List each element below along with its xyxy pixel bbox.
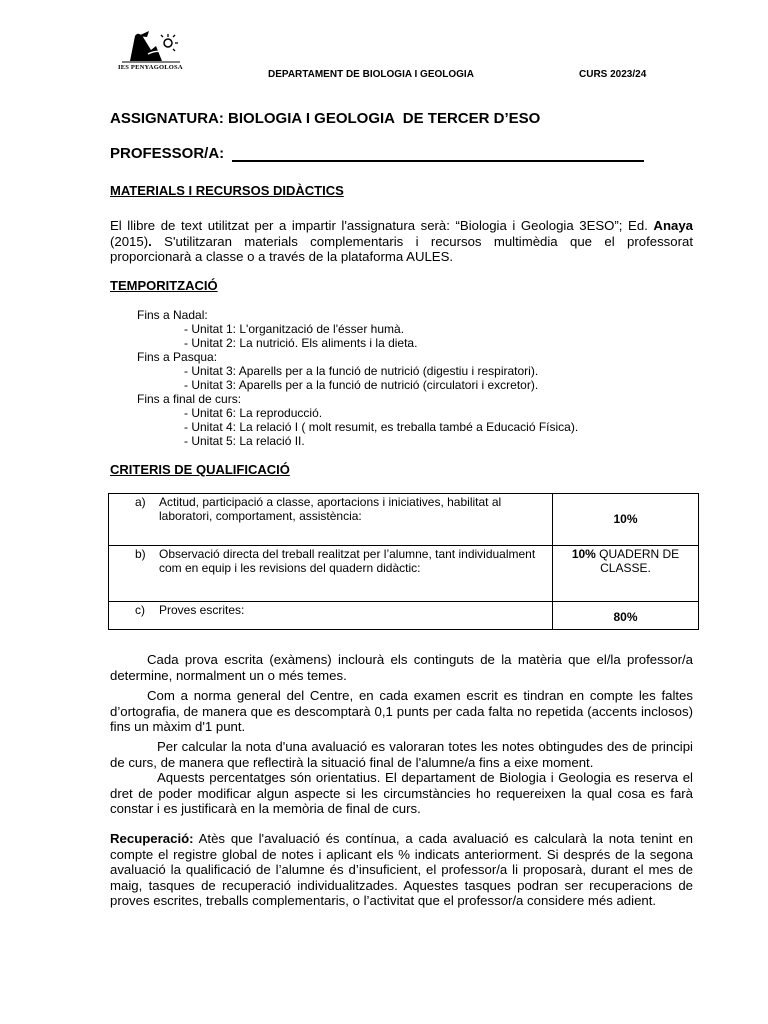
criteria-letter: a) (135, 495, 146, 509)
criteria-table (108, 493, 699, 630)
unit-item: - Unitat 4: La relació I ( molt resumit, es treballa també a Educació Física). (184, 420, 579, 434)
period-label: Fins a final de curs: (137, 392, 242, 406)
criteria-text: Proves escrites: (159, 603, 245, 617)
paragraph-exams: Cada prova escrita (exàmens) inclourà els continguts de la matèria que el/la professor/a determine, normalment un o més temes. (110, 652, 693, 683)
unit-item: - Unitat 1: L'organització de l'ésser humà. (184, 322, 405, 336)
materials-paragraph: El llibre de text utilitzat per a impartir l'assignatura serà: “Biologia i Geologia 3ESO”; Ed. Anaya (2015). S'utilitzaran materials complementaris i recursos multimèdia que el professorat proporcionarà a classe o a través de la plataforma AULES. (110, 218, 694, 264)
department-header: DEPARTAMENT DE BIOLOGIA I GEOLOGIA (268, 69, 474, 80)
materials-year: (2015) (110, 233, 149, 249)
criteria-percent: 80% (613, 610, 638, 624)
criteria-percent: 10% (613, 512, 638, 526)
unit-item: - Unitat 3: Aparells per a la funció de nutrició (digestiu i respiratori). (184, 364, 539, 378)
percent-cell (553, 494, 699, 546)
percent-cell (553, 602, 699, 630)
school-logo (118, 28, 184, 76)
table-row (109, 494, 699, 546)
materials-heading: MATERIALS I RECURSOS DIDÀCTICS (110, 183, 344, 198)
penyagolosa-logo-icon (118, 28, 184, 64)
criteria-letter: c) (135, 603, 145, 617)
unit-item: - Unitat 5: La relació II. (184, 434, 305, 448)
recuperacio-paragraph (110, 831, 693, 909)
paragraph-evaluation: Per calcular la nota d'una avaluació es valoraran totes les notes obtingudes des de principi de curs, de manera que reflectirà la situació final de l'alumne/a fins a eixe moment. (110, 739, 693, 770)
criteria-letter: b) (135, 547, 146, 561)
table-row (109, 546, 699, 602)
materials-publisher: Anaya (653, 218, 694, 233)
percent-cell (553, 546, 699, 602)
table-row (109, 602, 699, 630)
criteria-percent: 10% (571, 547, 596, 561)
criteris-heading: CRITERIS DE QUALIFICACIÓ (110, 462, 290, 477)
criteria-percent-extra: QUADERN DE CLASSE. (595, 547, 680, 575)
professor-blank-line (232, 160, 644, 162)
unit-item: - Unitat 3: Aparells per a la funció de nutrició (circulatori i excretor). (184, 378, 539, 392)
unit-item: - Unitat 2: La nutrició. Els aliments i la dieta. (184, 336, 418, 350)
temporitzacio-heading: TEMPORITZACIÓ (110, 278, 218, 293)
course-year: CURS 2023/24 (579, 69, 647, 80)
recuperacio-label: Recuperació: (110, 831, 194, 846)
criteria-text: Observació directa del treball realitzat per l’alumne, tant individualment com en equip i les revisions del quadern didàctic: (159, 547, 536, 575)
paragraph-percentages: Aquests percentatges són orientatius. El departament de Biologia i Geologia es reserva el dret de poder modificar algun aspecte si les circumstàncies ho requereixen la qual cosa es farà constar i es justificarà en la memòria de final de curs. (110, 770, 693, 816)
materials-text-3: S'utilitzaran materials complementaris i recursos multimèdia que el professorat proporcionarà a classe o a través de la plataforma AULES. (110, 233, 693, 264)
paragraph-spelling: Com a norma general del Centre, en cada examen escrit es tindran en compte les faltes d’ortografia, de manera que es descomptarà 0,1 punts per cada falta no repetida (accents inclosos) fins un màxim d'1 punt. (110, 688, 693, 734)
subject-title: ASSIGNATURA: BIOLOGIA I GEOLOGIA DE TERCER D’ESO (110, 110, 541, 127)
recuperacio-text: Atès que l'avaluació és contínua, a cada avaluació es calcularà la nota tenint en compte el registre global de notes i aplicant els % indicats anteriorment. Si després de la segona avaluació la qualificació de l’alumne és d’insuficient, el professor/a li proposarà, durant el mes de maig, tasques de recuperació individualitzades. Aquestes tasques podran ser recuperacions de proves escrites, treballs complementaris, o l’activitat que el professor/a considere més adient. (110, 831, 693, 908)
professor-label: PROFESSOR/A: (110, 145, 225, 162)
period-label: Fins a Pasqua: (137, 350, 218, 364)
criteria-cell (109, 494, 553, 546)
period-label: Fins a Nadal: (137, 308, 208, 322)
criteria-cell (109, 602, 553, 630)
criteria-cell (109, 546, 553, 602)
unit-item: - Unitat 6: La reproducció. (184, 406, 323, 420)
logo-text: IES PENYAGOLOSA (118, 64, 183, 71)
materials-text-1: El llibre de text utilitzat per a impartir l'assignatura serà: “Biologia i Geologia 3ESO”; Ed. (110, 218, 648, 233)
criteria-text: Actitud, participació a classe, aportacions i iniciatives, habilitat al laboratori, comportament, assistència: (159, 495, 502, 523)
